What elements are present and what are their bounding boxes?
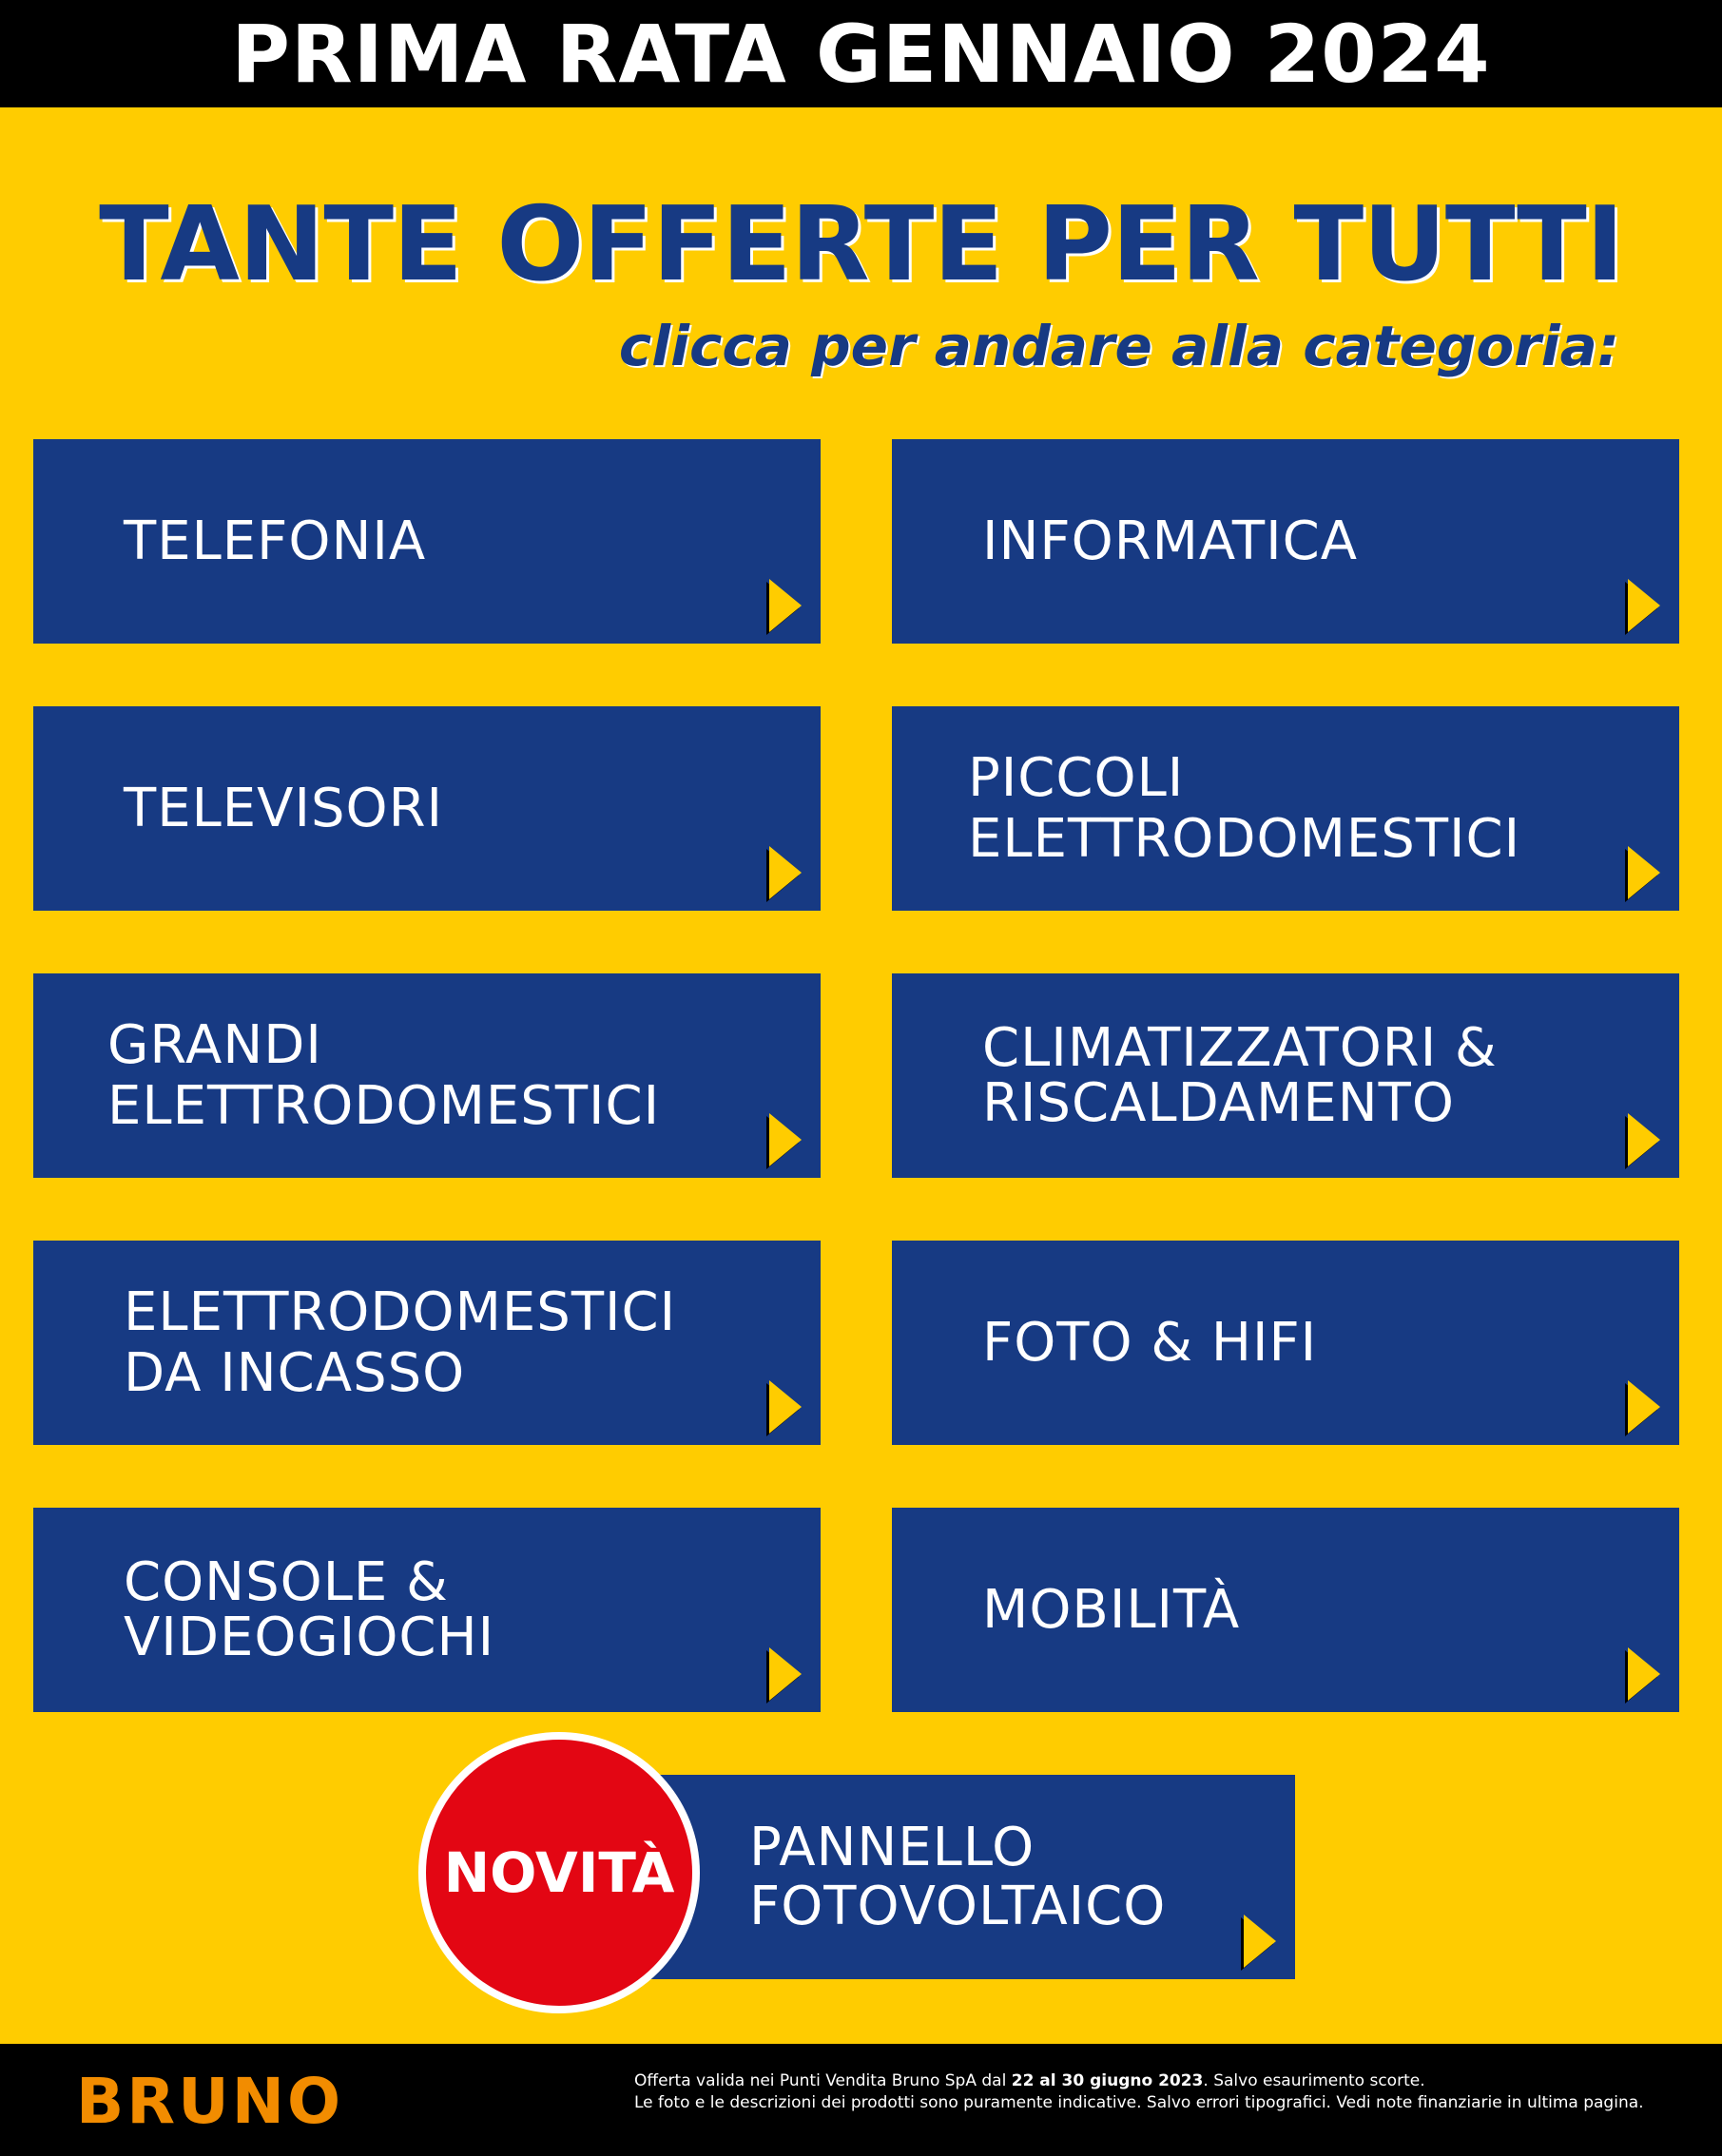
arrow-right-icon	[1628, 1113, 1660, 1166]
category-label: CLIMATIZZATORI & RISCALDAMENTO	[982, 1016, 1498, 1134]
arrow-right-icon	[769, 1113, 802, 1166]
disclaimer	[634, 2070, 1690, 2114]
brand-logo: BRUNO	[76, 2065, 344, 2138]
category-label: PICCOLI ELETTRODOMESTICI	[968, 746, 1521, 870]
disclaimer-line-1	[634, 2070, 1690, 2092]
category-button-informatica[interactable]	[892, 439, 1679, 644]
arrow-right-icon	[1628, 1380, 1660, 1434]
category-button-climatizzatori[interactable]	[892, 973, 1679, 1178]
category-label: ELETTRODOMESTICI DA INCASSO	[124, 1280, 677, 1404]
category-label: CONSOLE & VIDEOGIOCHI	[124, 1550, 495, 1668]
category-label: MOBILITÀ	[982, 1578, 1241, 1641]
disclaimer-text: Offerta valida nei Punti Vendita Bruno SpA dal	[634, 2071, 1012, 2090]
category-label: TELEVISORI	[124, 777, 444, 839]
category-button-piccoli-elettrodomestici[interactable]	[892, 706, 1679, 911]
arrow-right-icon	[769, 1380, 802, 1434]
page-headline: TANTE OFFERTE PER TUTTI	[99, 185, 1623, 304]
badge-label: NOVITÀ	[443, 1840, 675, 1905]
arrow-right-icon	[769, 846, 802, 899]
disclaimer-dates: 22 al 30 giugno 2023	[1011, 2071, 1204, 2090]
disclaimer-text: . Salvo esaurimento scorte.	[1203, 2071, 1425, 2090]
category-button-foto-hifi[interactable]	[892, 1241, 1679, 1445]
arrow-right-icon	[1628, 1647, 1660, 1701]
arrow-right-icon	[1628, 579, 1660, 632]
category-label: TELEFONIA	[124, 510, 427, 572]
category-label: INFORMATICA	[982, 510, 1359, 572]
disclaimer-line-2: Le foto e le descrizioni dei prodotti sono puramente indicative. Salvo errori tipografici. Vedi note finanziarie in ultima pagina.	[634, 2093, 1644, 2112]
category-button-pannello-fotovoltaico[interactable]	[637, 1775, 1295, 1979]
footer	[0, 2044, 1722, 2156]
page-subline: clicca per andare alla categoria:	[618, 314, 1619, 378]
arrow-right-icon	[1244, 1915, 1276, 1968]
novita-badge	[418, 1732, 700, 2013]
category-button-console-videogiochi[interactable]	[33, 1508, 821, 1712]
category-button-telefonia[interactable]	[33, 439, 821, 644]
arrow-right-icon	[769, 1647, 802, 1701]
category-button-televisori[interactable]	[33, 706, 821, 911]
top-banner	[0, 0, 1722, 107]
category-label: GRANDI ELETTRODOMESTICI	[107, 1013, 661, 1137]
category-button-mobilita[interactable]	[892, 1508, 1679, 1712]
arrow-right-icon	[769, 579, 802, 632]
category-label: PANNELLO FOTOVOLTAICO	[749, 1816, 1167, 1937]
banner-title: PRIMA RATA GENNAIO 2024	[231, 7, 1491, 101]
category-button-grandi-elettrodomestici[interactable]	[33, 973, 821, 1178]
category-button-elettrodomestici-incasso[interactable]	[33, 1241, 821, 1445]
arrow-right-icon	[1628, 846, 1660, 899]
category-label: FOTO & HIFI	[982, 1311, 1318, 1374]
